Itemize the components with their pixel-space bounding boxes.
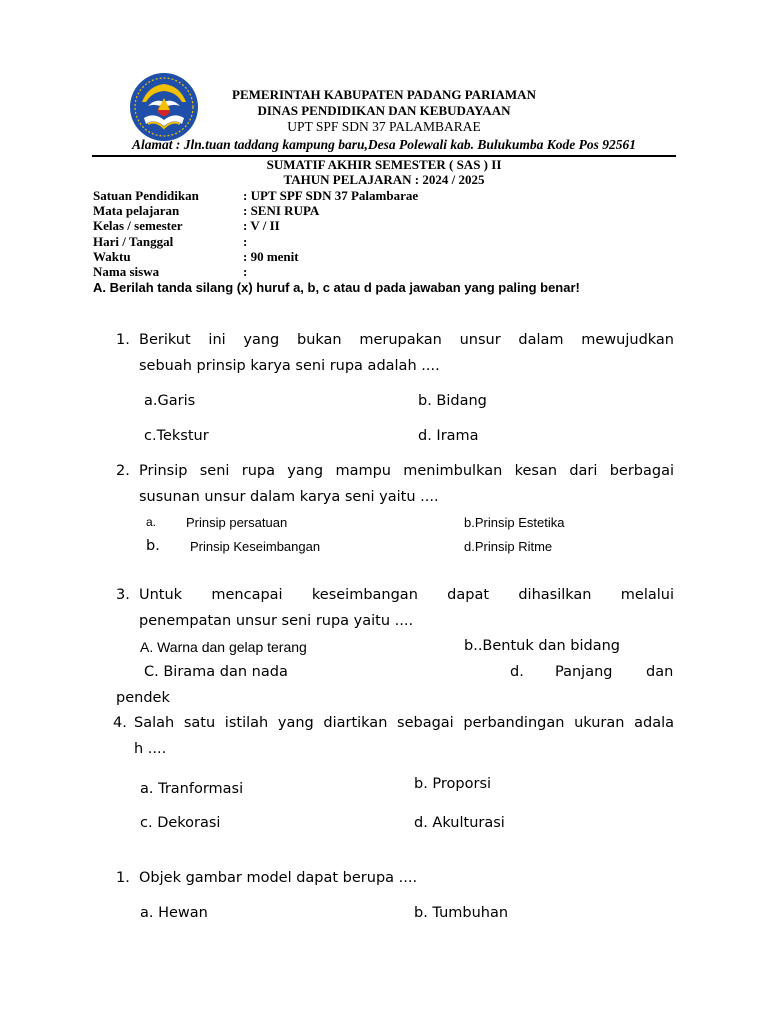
school-address: Alamat : Jln.tuan taddang kampung baru,Desa Polewali kab. Bulukumba Kode Pos 92561	[131, 137, 637, 152]
info-value: :	[243, 234, 248, 249]
exam-title: SUMATIF AKHIR SEMESTER ( SAS ) II	[266, 157, 502, 172]
option-c[interactable]: Prinsip Keseimbangan	[190, 539, 321, 554]
info-label: Waktu	[93, 249, 131, 264]
question-text: Untuk mencapai keseimbangan dapat dihasilkan melalui	[139, 587, 674, 603]
question-number: 2.	[116, 463, 130, 479]
question-number: 4.	[113, 715, 127, 731]
option-b[interactable]: b..Bentuk dan bidang	[464, 638, 620, 654]
question-number: 1.	[116, 870, 130, 886]
option-a[interactable]: a.Garis	[144, 393, 196, 409]
option-b[interactable]: b. Bidang	[418, 393, 487, 409]
option-d[interactable]: d. Akulturasi	[414, 815, 505, 831]
question-text: Salah satu istilah yang diartikan sebagai perbandingan ukuran adala	[134, 715, 674, 731]
question-text: susunan unsur dalam karya seni yaitu ....	[139, 489, 439, 505]
option-d[interactable]: d.Prinsip Ritme	[464, 539, 553, 554]
option-c[interactable]: c. Dekorasi	[140, 815, 221, 831]
option-d-word: Panjang	[555, 664, 613, 680]
question-text: Prinsip seni rupa yang mampu menimbulkan kesan dari berbagai	[139, 463, 674, 479]
info-label: Mata pelajaran	[93, 203, 180, 218]
option-d-continuation: pendek	[116, 690, 170, 706]
info-label: Hari / Tanggal	[93, 234, 174, 249]
info-value: : UPT SPF SDN 37 Palambarae	[243, 188, 419, 203]
info-label: Kelas / semester	[93, 218, 183, 233]
option-a[interactable]: a. Hewan	[140, 905, 208, 921]
option-b[interactable]: b.Prinsip Estetika	[464, 515, 565, 530]
question-text: penempatan unsur seni rupa yaitu ....	[139, 613, 414, 629]
option-d-word: dan	[646, 664, 674, 680]
option-d-letter[interactable]: d.	[510, 664, 524, 680]
info-label: Satuan Pendidikan	[93, 188, 199, 203]
info-value: : V / II	[243, 218, 280, 233]
question-text: sebuah prinsip karya seni rupa adalah ....	[139, 358, 440, 374]
option-a[interactable]: a. Tranformasi	[140, 781, 244, 797]
option-b[interactable]: b. Tumbuhan	[414, 905, 509, 921]
info-value: : SENI RUPA	[243, 203, 320, 218]
option-b[interactable]: b. Proporsi	[414, 776, 492, 792]
question-text: Berikut ini yang bukan merupakan unsur dalam mewujudkan	[139, 332, 674, 348]
option-c[interactable]: C. Birama dan nada	[144, 664, 288, 680]
question-number: 3.	[116, 587, 130, 603]
info-value: :	[243, 264, 248, 279]
question-text: Objek gambar model dapat berupa ....	[139, 870, 418, 886]
option-a[interactable]: A. Warna dan gelap terang	[140, 639, 307, 655]
info-label: Nama siswa	[93, 264, 160, 279]
option-c[interactable]: c.Tekstur	[144, 428, 209, 444]
option-a[interactable]: Prinsip persatuan	[186, 515, 288, 530]
header-line-2: DINAS PENDIDIKAN DAN KEBUDAYAAN	[257, 103, 511, 118]
question-number: 1.	[116, 332, 130, 348]
option-d[interactable]: d. Irama	[418, 428, 479, 444]
school-name: UPT SPF SDN 37 PALAMBARAE	[287, 119, 481, 134]
exam-year: TAHUN PELAJARAN : 2024 / 2025	[283, 172, 485, 187]
option-a-letter: a.	[146, 515, 157, 529]
instruction: A. Berilah tanda silang (x) huruf a, b, c atau d pada jawaban yang paling benar!	[93, 280, 580, 295]
question-text: h ....	[134, 741, 167, 757]
info-value: : 90 menit	[243, 249, 299, 264]
option-c-letter: b.	[146, 538, 160, 554]
header-line-1: PEMERINTAH KABUPATEN PADANG PARIAMAN	[232, 87, 536, 102]
